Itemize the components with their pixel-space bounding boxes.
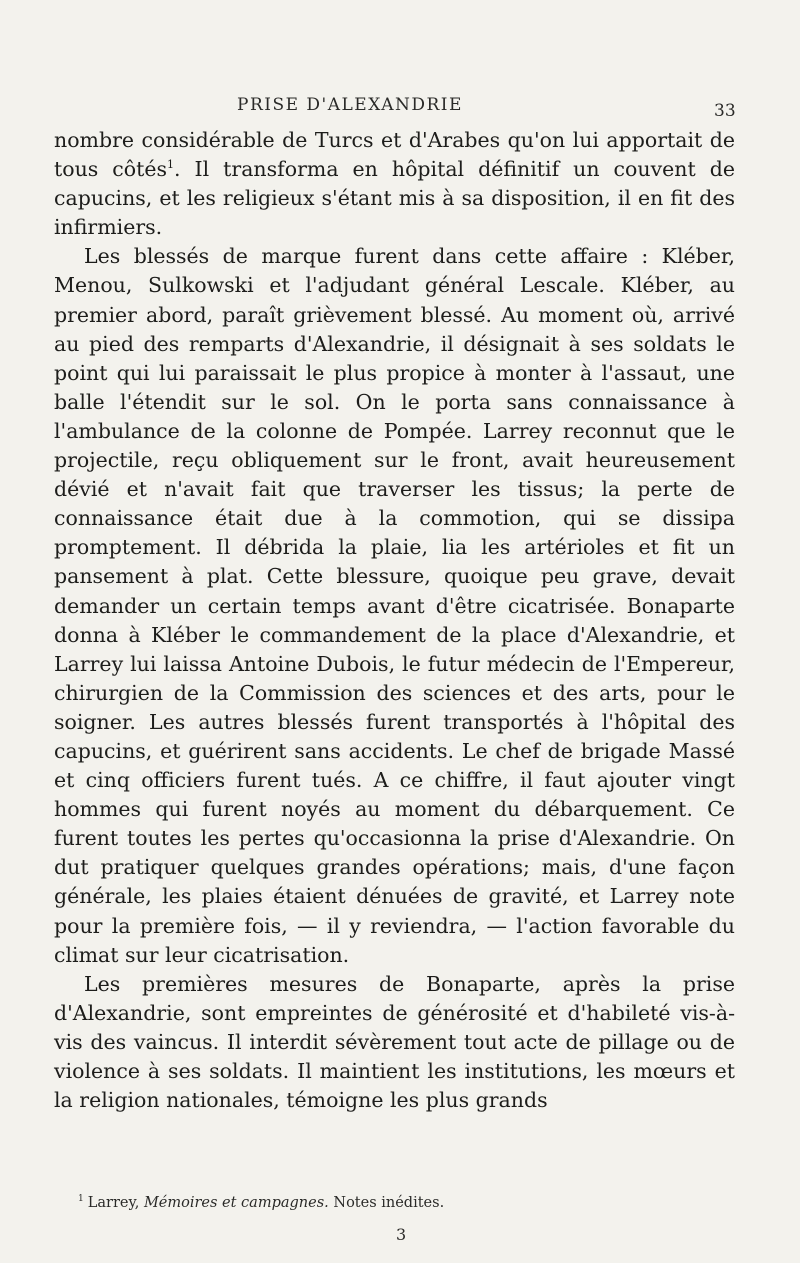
paragraph-2: Les blessés de marque furent dans cette affaire : Kléber, Menou, Sulkowski et l'adjudant général Lescale. Kléber, au premier abord, paraît grièvement blessé. Au moment où, arrivé au pied des remparts d'Alexandrie, il désignait à ses soldats le point qui lui paraissait le plus propice à monter à l'assaut, une balle l'étendit sur le sol. On le porta sans connaissance à l'ambulance de la colonne de Pompée. Larrey reconnut que le projectile, reçu obliquement sur le front, avait heureusement dévié et n'avait fait que traverser les tissus; la perte de connaissance était due à la commotion, qui se dissipa promptement. Il débrida la plaie, lia les artérioles et fit un pansement à plat. Cette blessure, quoique peu grave, devait demander un certain temps avant d'être cicatrisée. Bonaparte donna à Kléber le commandement de la place d'Alexandrie, et Larrey lui laissa Antoine Dubois, le futur médecin de l'Empereur, chirurgien de la Commission des sciences et des arts, pour le soigner. Les autres blessés furent transportés à l'hôpital des capucins, et guérirent sans accidents. Le chef de brigade Massé et cinq officiers furent tués. A ce chiffre, il faut ajouter vingt hommes qui furent noyés au moment du débarquement. Ce furent toutes les pertes qu'occasionna la prise d'Alexandrie. On dut pratiquer quelques grandes opérations; mais, d'une façon générale, les plaies étaient dénuées de gravité, et Larrey note pour la première fois, — il y reviendra, — l'action favorable du climat sur leur cicatrisation.: [54, 244, 735, 967]
footnote-reference: 1: [167, 158, 175, 172]
running-title: PRISE D'ALEXANDRIE: [237, 95, 463, 115]
footnote-title: Mémoires et campagnes.: [143, 1194, 329, 1211]
paragraph-1-text-b: . Il transforma en hôpital définitif un couvent de capucins, et les religieux s'étant mis à sa disposition, il en fit des infirmiers.: [54, 157, 735, 240]
paragraph-1: [54, 126, 735, 242]
footnote: [78, 1194, 738, 1211]
footnote-marker: 1: [78, 1194, 84, 1204]
paragraph-3: Les premières mesures de Bonaparte, après la prise d'Alexandrie, sont empreintes de générosité et d'habileté vis-à-vis des vaincus. Il interdit sévèrement tout acte de pillage ou de violence à ses soldats. Il maintient les institutions, les mœurs et la religion nationales, témoigne les plus grands: [54, 971, 735, 1113]
page-number: 33: [714, 101, 736, 121]
body-text: [54, 126, 735, 1115]
footnote-author: Larrey,: [87, 1194, 140, 1211]
signature-mark: 3: [396, 1225, 407, 1244]
footnote-note: Notes inédites.: [333, 1194, 445, 1211]
paragraph-1-text-a: nombre considérable de Turcs et d'Arabes qu'on lui apportait de tous côtés: [54, 128, 735, 182]
running-head: [0, 95, 800, 125]
